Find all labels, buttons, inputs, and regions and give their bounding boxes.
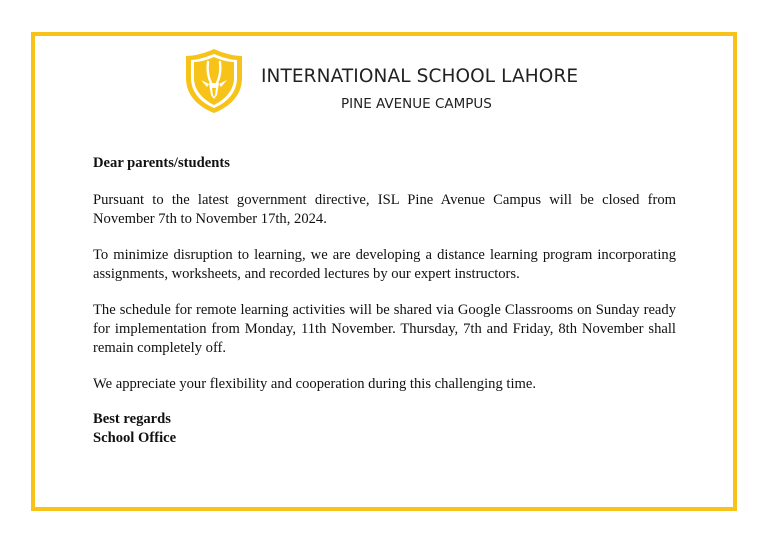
school-name: INTERNATIONAL SCHOOL LAHORE <box>261 66 579 87</box>
paragraph-distance-learning: To minimize disruption to learning, we are developing a distance learning program incorporating assignments, worksheets, and recorded lectures by our expert instructors. <box>93 247 676 282</box>
salutation: Dear parents/students <box>93 155 230 171</box>
paragraph-schedule: The schedule for remote learning activities will be shared via Google Classrooms on Sunday ready for implementation from Monday, 11th November. Thursday, 7th and Friday, 8th November shall remain completely off. <box>93 302 676 356</box>
letter-body <box>93 154 676 448</box>
antelope-shield-crest-icon <box>185 48 243 114</box>
signature: School Office <box>93 430 177 446</box>
letter-frame <box>31 32 737 511</box>
signoff <box>93 410 676 448</box>
paragraph-closure-notice: Pursuant to the latest government directive, ISL Pine Avenue Campus will be closed from November 7th to November 17th, 2024. <box>93 192 676 227</box>
campus-name: PINE AVENUE CAMPUS <box>341 96 492 112</box>
letterhead <box>185 48 605 114</box>
closing: Best regards <box>93 411 171 427</box>
paragraph-appreciation: We appreciate your flexibility and cooperation during this challenging time. <box>93 376 536 392</box>
